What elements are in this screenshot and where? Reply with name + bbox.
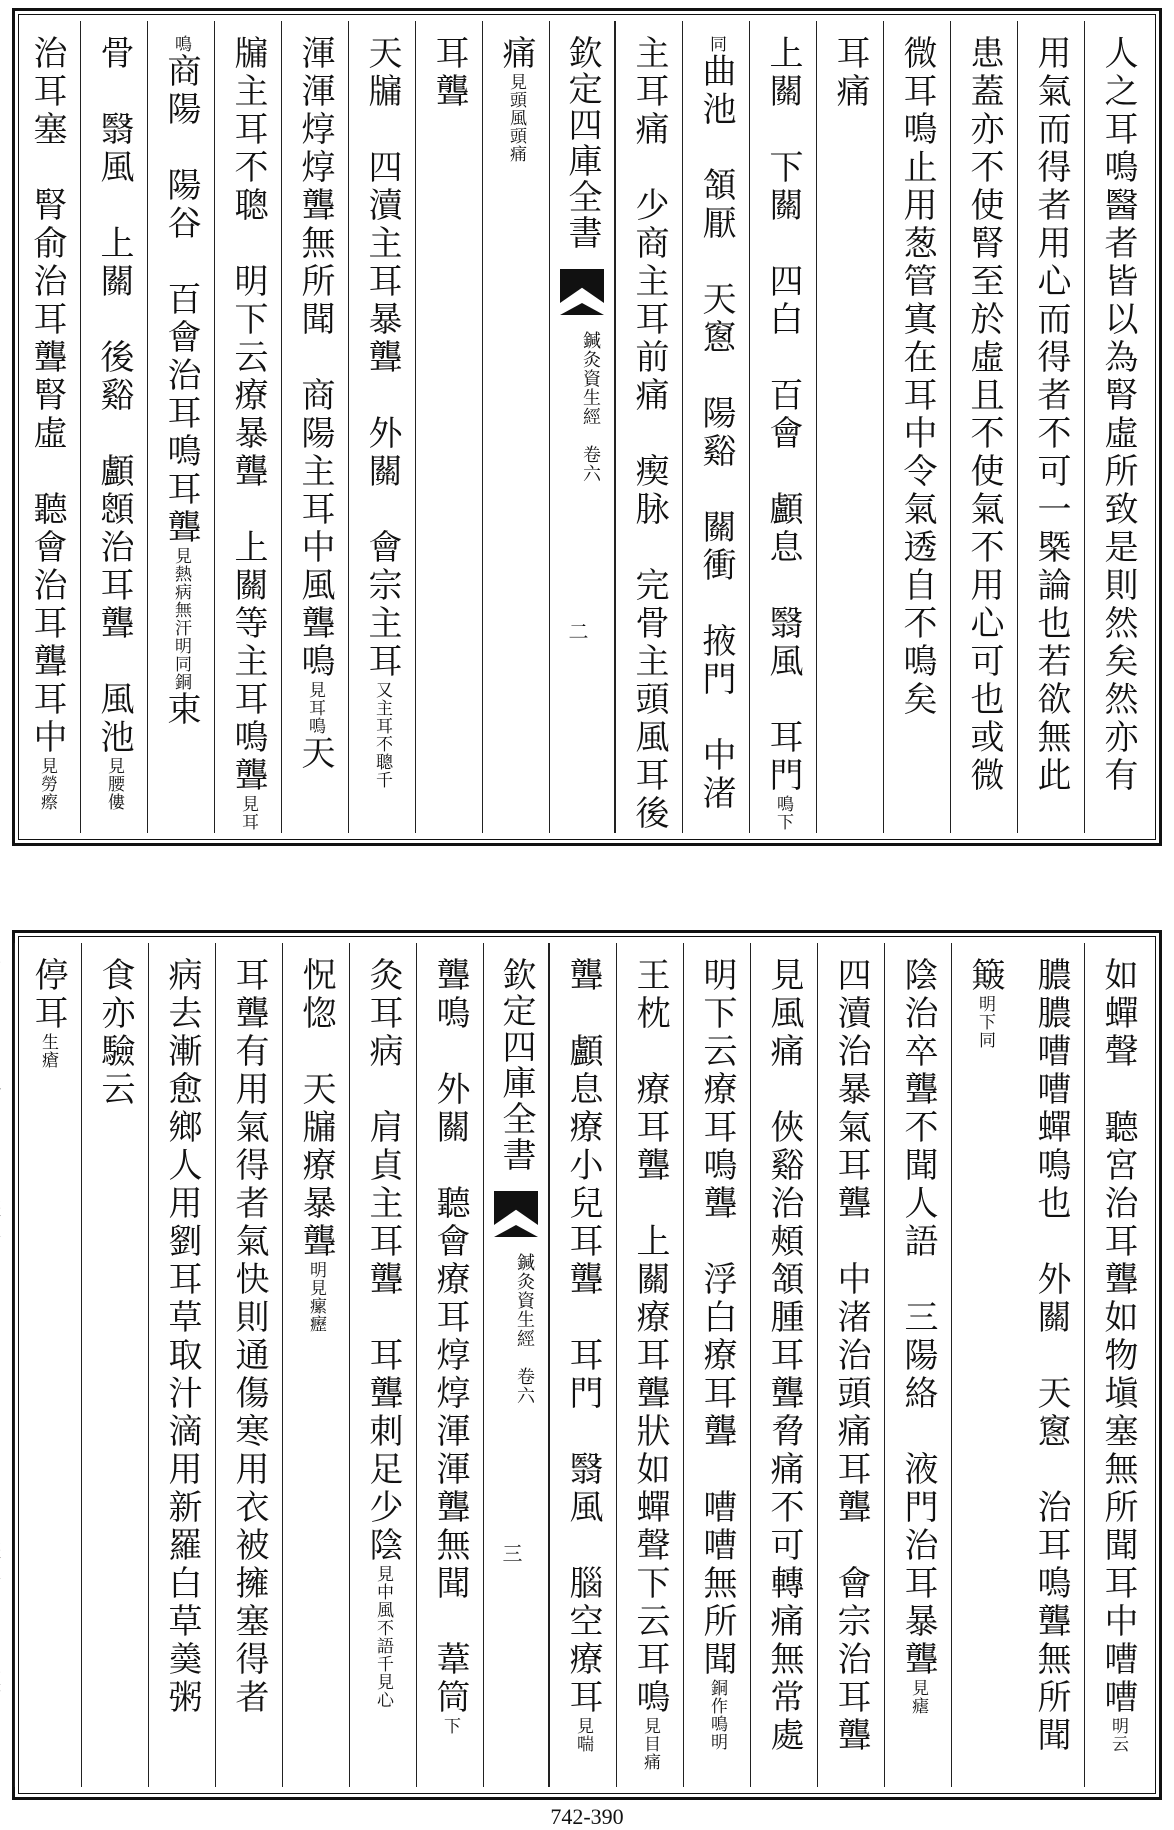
banner-subtitle: 鍼灸資生經 卷六: [580, 331, 601, 483]
annotation: 下: [773, 813, 793, 831]
annotation: 見耳: [238, 795, 258, 831]
upper-columns: [23, 21, 1151, 833]
page-number: 二: [565, 621, 589, 641]
annotation: 見喘: [573, 1717, 593, 1753]
text-column: 見風痛 俠谿治頰頷腫耳聾脅痛不可轉痛無常處: [750, 943, 817, 1787]
text-column: 四瀆治暴氣耳聾 中渚治頭痛耳聾 會宗治耳聾: [817, 943, 884, 1787]
annotation: 明: [707, 1733, 727, 1751]
text-column: 牖主耳不聰 明下云療暴聾 上關等主耳鳴聾見耳: [214, 21, 281, 833]
center-banner: [483, 943, 549, 1787]
text-column: 上關 下關 四白 百會 顱息 翳風 耳門鳴下: [749, 21, 816, 833]
annotation: 銅: [171, 673, 191, 691]
annotation: 明同: [171, 637, 191, 673]
annotation: 千: [373, 1655, 393, 1673]
annotation: 見心: [373, 1673, 393, 1709]
annotation: 見勞瘵: [37, 757, 57, 811]
text-column: 人之耳鳴醫者皆以為腎虛所致是則然矣然亦有: [1084, 21, 1151, 833]
section-heading: 停耳生瘡: [14, 943, 81, 1787]
text-column: 病去漸愈鄉人用劉耳草取汁滴用新羅白草羮粥: [148, 943, 215, 1787]
text-column: 同曲池 頷厭 天窻 陽谿 關衝 掖門 中渚: [682, 21, 749, 833]
page-number: 三: [499, 1543, 523, 1563]
fish-tail-mark: [560, 269, 604, 303]
text-column: 聾 顱息療小兒耳聾 耳門 翳風 腦空療耳見喘: [549, 943, 616, 1787]
text-column: 渾渾焞焞聾無所聞 商陽主耳中風聾鳴見耳鳴天: [281, 21, 348, 833]
annotation: 銅作鳴: [707, 1679, 727, 1733]
section-heading: 耳聾: [415, 21, 482, 833]
text-column: 食亦驗云: [81, 943, 148, 1787]
text-column: 灸耳病 肩貞主耳聾 耳聾刺足少陰見中風不語千見心: [349, 943, 416, 1787]
annotation: 又主耳不聰: [372, 681, 392, 771]
text-column: 鳴商陽 陽谷 百會治耳鳴耳聾見熱病無汗明同銅束: [147, 21, 214, 833]
annotation: 見中風不語: [373, 1565, 393, 1655]
annotation: 鳴: [171, 35, 191, 53]
annotation: 鳴: [773, 795, 793, 813]
annotation: 千: [372, 771, 392, 789]
text-column: [0, 943, 14, 1787]
annotation: 明下同: [975, 995, 995, 1049]
banner-title: 欽定四庫全書: [496, 957, 536, 1173]
scan-page-code: 742-390: [550, 1804, 624, 1829]
text-column: 膿膿嘈嘈蟬鳴也 外關 天窻 治耳鳴聾無所聞 簸明下同: [951, 943, 1084, 1787]
fish-tail-mark: [560, 303, 604, 315]
annotation: 見頭風頭痛: [506, 73, 526, 163]
text-column: 如蟬聲 聽宮治耳聾如物塡塞無所聞耳中嘈嘈明云: [1084, 943, 1151, 1787]
text-column: 聾鳴 外關 聽會療耳焞焞渾渾聾無聞 葦筒下: [416, 943, 483, 1787]
text-column: 天牖 四瀆主耳暴聾 外關 會宗主耳又主耳不聰千: [348, 21, 415, 833]
annotation: 見目痛: [640, 1717, 660, 1771]
text-column: 治耳塞 腎俞治耳聾腎虛 聽會治耳聾耳中見勞瘵: [27, 35, 67, 811]
annotation: 見熱病無汗: [171, 547, 191, 637]
banner-title: 欽定四庫全書: [562, 35, 602, 251]
banner-subtitle: 鍼灸資生經 卷六: [514, 1253, 535, 1405]
annotation: 見瘧: [908, 1679, 928, 1715]
text-column: 怳惚 天牖療暴聾明見瘰癧: [282, 943, 349, 1787]
annotation: 同: [706, 35, 726, 53]
text-column: 陰治卒聾不聞人語 三陽絡 液門治耳暴聾見瘧: [884, 943, 951, 1787]
section-heading: 耳痛: [816, 21, 883, 833]
lower-columns: [23, 943, 1151, 1793]
upper-page: [12, 8, 1162, 846]
annotation: 生瘡: [38, 1033, 58, 1069]
fish-tail-mark: [494, 1191, 538, 1225]
text-column: 明下云療耳鳴聾 浮白療耳聾 嘈嘈無所聞銅作鳴明: [683, 943, 750, 1787]
text-column: 骨 翳風 上關 後谿 顱顖治耳聾 風池見腰僂: [80, 21, 147, 833]
text-column: 微耳鳴止用葱管寘在耳中令氣透自不鳴矣: [883, 21, 950, 833]
text-column: 用氣而得者用心而得者不可一槩論也若欲無此: [1017, 21, 1084, 833]
annotation: 明見瘰癧: [306, 1261, 326, 1333]
text-column: 痛見頭風頭痛: [482, 21, 549, 833]
text-column: 主耳痛 少商主耳前痛 瘈脉 完骨主頭風耳後: [615, 21, 682, 833]
fish-tail-mark: [494, 1225, 538, 1237]
annotation: 見腰僂: [104, 757, 124, 811]
annotation: 云: [1108, 1735, 1128, 1753]
text-column: 耳聾有用氣得者氣快則通傷寒用衣被擁塞得者: [215, 943, 282, 1787]
text-column: 王枕 療耳聾 上關療耳聾狀如蟬聲下云耳鳴見目痛: [616, 943, 683, 1787]
text-column: 患蓋亦不使腎至於虛且不使氣不用心可也或微: [950, 21, 1017, 833]
annotation: 見耳鳴: [305, 681, 325, 735]
center-banner: [549, 21, 615, 833]
annotation: 下: [440, 1717, 460, 1735]
lower-page: [12, 930, 1162, 1800]
annotation: 明: [1108, 1717, 1128, 1735]
